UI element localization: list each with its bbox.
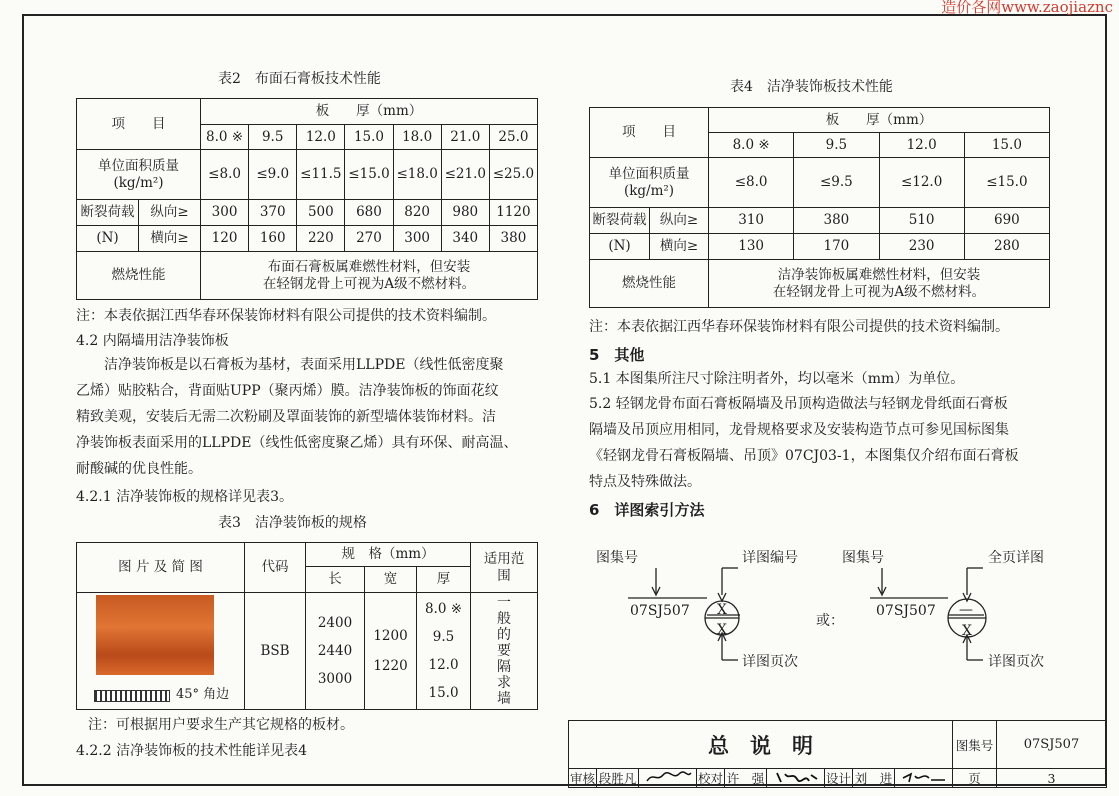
t4-col: 12.0 (879, 133, 964, 158)
paragraph (76, 352, 546, 482)
reviewer-signature (639, 769, 697, 788)
t3-usage-header: 适用范围 (471, 543, 538, 593)
t2-item-header: 项 目 (77, 99, 201, 150)
t3-usage-char: 般 (497, 611, 512, 627)
section-4-2-1: 4.2.1 洁净装饰板的规格详见表3。 (76, 489, 293, 505)
t2-mass: ≤9.0 (249, 150, 297, 200)
t3-thick: 9.5 (432, 629, 455, 645)
diagram-dash: — (959, 602, 973, 618)
t3-width: 1200 (373, 628, 408, 644)
para-line: 精致美观，安装后无需二次粉刷及罩面装饰的新型墙体装饰材料。洁 (76, 409, 496, 425)
diagram-page-no-label-left: 详图页次 (742, 654, 798, 670)
diagram-x-top-left: X (717, 602, 727, 618)
t2-col: 9.5 (249, 125, 297, 150)
section-5-2 (589, 391, 1059, 495)
t4-fire-label: 燃烧性能 (590, 260, 709, 308)
index-diagram (560, 540, 1070, 680)
t2-mass: ≤25.0 (489, 150, 537, 200)
t3-length: 2440 (317, 643, 353, 659)
t4-mass: ≤9.5 (794, 158, 879, 208)
t2-trans: 220 (297, 226, 345, 252)
t4-fire-line: 洁净装饰板属难燃性材料，但安装 (777, 267, 981, 284)
t2-mass: ≤18.0 (393, 150, 441, 200)
t3-usage (471, 593, 538, 710)
diagram-code-right: 07SJ507 (876, 603, 936, 619)
watermark: 造价各网www.zaojiaznc (941, 0, 1113, 16)
t4-long-label: 纵向≥ (650, 208, 709, 234)
diagram-x-bottom-left: X (717, 622, 727, 638)
t2-col: 25.0 (489, 125, 537, 150)
diagram-atlas-label-left: 图集号 (596, 550, 638, 566)
t3-wid-header: 宽 (365, 567, 417, 593)
t2-fire-label: 燃烧性能 (77, 252, 201, 300)
reviewer-name: 段胜凡 (597, 769, 639, 788)
design-label: 设计 (825, 769, 853, 788)
checker-signature-scribble (771, 770, 821, 784)
t4-long: 310 (709, 208, 794, 234)
t2-col: 15.0 (345, 125, 393, 150)
t3-code: BSB (245, 593, 306, 710)
table2 (76, 98, 538, 300)
t2-mass: ≤11.5 (297, 150, 345, 200)
t2-fire-line: 布面石膏板属难燃性材料，但安装 (267, 259, 471, 276)
t4-trans: 130 (709, 234, 794, 260)
t3-width: 1220 (373, 658, 408, 674)
edge-profile-sketch (94, 690, 170, 702)
diagram-full-page-label: 全页详图 (988, 550, 1044, 566)
t3-edge-label: 45° 角边 (176, 687, 230, 702)
t4-long: 690 (964, 208, 1049, 234)
t4-trans-label: 横向≥ (650, 234, 709, 260)
t4-mass: ≤12.0 (879, 158, 964, 208)
s52-line: 特点及特殊做法。 (589, 474, 701, 490)
t2-long: 500 (297, 200, 345, 226)
t2-mass-label-text: 单位面积质量 (98, 158, 179, 175)
t4-col: 9.5 (794, 133, 879, 158)
t3-thick: 15.0 (428, 685, 459, 701)
t2-long: 980 (441, 200, 489, 226)
t2-col: 18.0 (393, 125, 441, 150)
section-5-1: 5.1 本图集所注尺寸除注明者外，均以毫米（mm）为单位。 (589, 371, 965, 387)
note3: 注：可根据用户要求生产其它规格的板材。 (88, 717, 354, 733)
t3-length: 2400 (317, 615, 353, 631)
t2-mass: ≤8.0 (201, 150, 249, 200)
t3-thick: 8.0 ※ (424, 601, 463, 617)
t4-load-label: 断裂荷载 (590, 208, 650, 234)
diagram-detail-no-label: 详图编号 (742, 550, 798, 566)
t4-trans: 170 (794, 234, 879, 260)
t3-usage-char: 一 (497, 595, 512, 611)
diagram-or: 或： (816, 613, 844, 629)
t3-spec-header: 规 格（mm） (306, 543, 471, 567)
checker-signature (767, 769, 825, 788)
section-5-title: 5 其他 (589, 346, 645, 364)
title-block (568, 720, 1107, 786)
section-4-2: 4.2 内隔墙用洁净装饰板 (76, 333, 229, 349)
designer-name: 刘 进 (853, 769, 895, 788)
t2-trans: 340 (441, 226, 489, 252)
t2-col: 8.0 ※ (201, 125, 249, 150)
t2-trans: 270 (345, 226, 393, 252)
t3-usage-char: 墙 (497, 691, 512, 707)
t2-long: 300 (201, 200, 249, 226)
t4-col: 15.0 (964, 133, 1049, 158)
page-label: 页 (953, 769, 997, 788)
t4-mass: ≤8.0 (709, 158, 794, 208)
page-no: 3 (997, 769, 1107, 788)
t2-fire-text (201, 252, 538, 300)
t3-widths (365, 593, 417, 710)
wood-panel-image (96, 595, 214, 675)
t2-trans: 380 (489, 226, 537, 252)
t2-col: 12.0 (297, 125, 345, 150)
t2-long-label: 纵向≥ (139, 200, 201, 226)
check-label: 校对 (697, 769, 725, 788)
t2-load-unit: (N) (77, 226, 139, 252)
diagram-code-left: 07SJ507 (630, 603, 690, 619)
section-4-2-2: 4.2.2 洁净装饰板的技术性能详见表4 (76, 743, 307, 759)
t3-code-header: 代码 (245, 543, 306, 593)
t4-mass-label-text: 单位面积质量 (608, 166, 690, 183)
t3-thicks (417, 593, 471, 710)
t2-fire-line: 在轻钢龙骨上可视为A级不燃材料。 (262, 275, 476, 292)
t4-trans: 230 (879, 234, 964, 260)
t2-trans: 300 (393, 226, 441, 252)
t4-mass-unit: (kg/m²) (623, 182, 675, 199)
diagram-atlas-label-right: 图集号 (842, 550, 884, 566)
t3-usage-char: 要 (497, 643, 512, 659)
checker-name: 许 强 (725, 769, 767, 788)
t4-long: 510 (879, 208, 964, 234)
t3-pic-header: 图 片 及 简 图 (77, 543, 245, 593)
s52-line: 《轻钢龙骨石膏板隔墙、吊顶》07CJ03-1，本图集仅介绍布面石膏板 (589, 448, 1019, 464)
section-6-title: 6 详图索引方法 (589, 501, 705, 519)
t4-trans: 280 (964, 234, 1049, 260)
t3-lengths (306, 593, 365, 710)
t2-long: 370 (249, 200, 297, 226)
s52-line: 5.2 轻钢龙骨布面石膏板隔墙及吊顶构造做法与轻钢龙骨纸面石膏板 (589, 396, 1008, 412)
para-line: 洁净装饰板是以石膏板为基材，表面采用LLPDE（线性低密度聚 (104, 357, 504, 373)
table4-caption: 表4 洁净装饰板技术性能 (730, 79, 893, 95)
t4-mass-label (590, 158, 709, 208)
t2-long: 680 (345, 200, 393, 226)
title-block-table (568, 720, 1107, 788)
t3-usage-char: 求 (497, 675, 512, 691)
t2-col: 21.0 (441, 125, 489, 150)
t2-trans-label: 横向≥ (139, 226, 201, 252)
table3-caption: 表3 洁净装饰板的规格 (218, 515, 367, 531)
s52-line: 隔墙及吊顶应用相同，龙骨规格要求及安装构造节点可参见国标图集 (589, 422, 1009, 438)
t3-len-header: 长 (306, 567, 365, 593)
drawing-title: 总 说 明 (569, 721, 953, 769)
table2-caption: 表2 布面石膏板技术性能 (218, 71, 381, 87)
reviewer-signature-scribble (643, 770, 693, 784)
note1: 注：本表依据江西华春环保装饰材料有限公司提供的技术资料编制。 (76, 308, 496, 324)
t2-trans: 120 (201, 226, 249, 252)
t3-usage-char: 的 (497, 627, 512, 643)
t2-trans: 160 (249, 226, 297, 252)
t2-thickness-header: 板 厚（mm） (201, 99, 538, 125)
t3-usage-char: 隔 (497, 659, 512, 675)
t2-mass: ≤15.0 (345, 150, 393, 200)
t2-load-label: 断裂荷载 (77, 200, 139, 226)
t4-mass: ≤15.0 (964, 158, 1049, 208)
diagram-x-bottom-right: X (962, 623, 972, 639)
t4-thickness-header: 板 厚（mm） (709, 108, 1050, 133)
designer-signature-scribble (899, 770, 949, 784)
para-line: 净装饰板表面采用的LLPDE（线性低密度聚乙烯）具有环保、耐高温、 (76, 435, 518, 451)
review-label: 审核 (569, 769, 597, 788)
t4-fire-line: 在轻钢龙骨上可视为A级不燃材料。 (772, 283, 986, 300)
t4-item-header: 项 目 (590, 108, 709, 158)
t3-thick: 12.0 (428, 657, 459, 673)
t4-col: 8.0 ※ (709, 133, 794, 158)
t3-thk-header: 厚 (417, 567, 471, 593)
t2-mass-unit: (kg/m²) (113, 174, 164, 191)
t4-long: 380 (794, 208, 879, 234)
atlas-no: 07SJ507 (997, 721, 1107, 769)
table4 (589, 107, 1050, 308)
t2-long: 820 (393, 200, 441, 226)
atlas-no-label: 图集号 (953, 721, 997, 769)
t2-long: 1120 (489, 200, 537, 226)
t2-mass-label (77, 150, 201, 200)
t4-load-unit: (N) (590, 234, 650, 260)
designer-signature (895, 769, 953, 788)
para-line: 耐酸碱的优良性能。 (76, 461, 202, 477)
t4-fire-text (709, 260, 1050, 308)
note4: 注：本表依据江西华春环保装饰材料有限公司提供的技术资料编制。 (589, 319, 1009, 335)
t3-length: 3000 (317, 671, 353, 687)
t2-mass: ≤21.0 (441, 150, 489, 200)
diagram-page-no-label-right: 详图页次 (988, 654, 1044, 670)
para-line: 乙烯）贴胶粘合，背面贴UPP（聚丙烯）膜。洁净装饰板的饰面花纹 (76, 383, 499, 399)
